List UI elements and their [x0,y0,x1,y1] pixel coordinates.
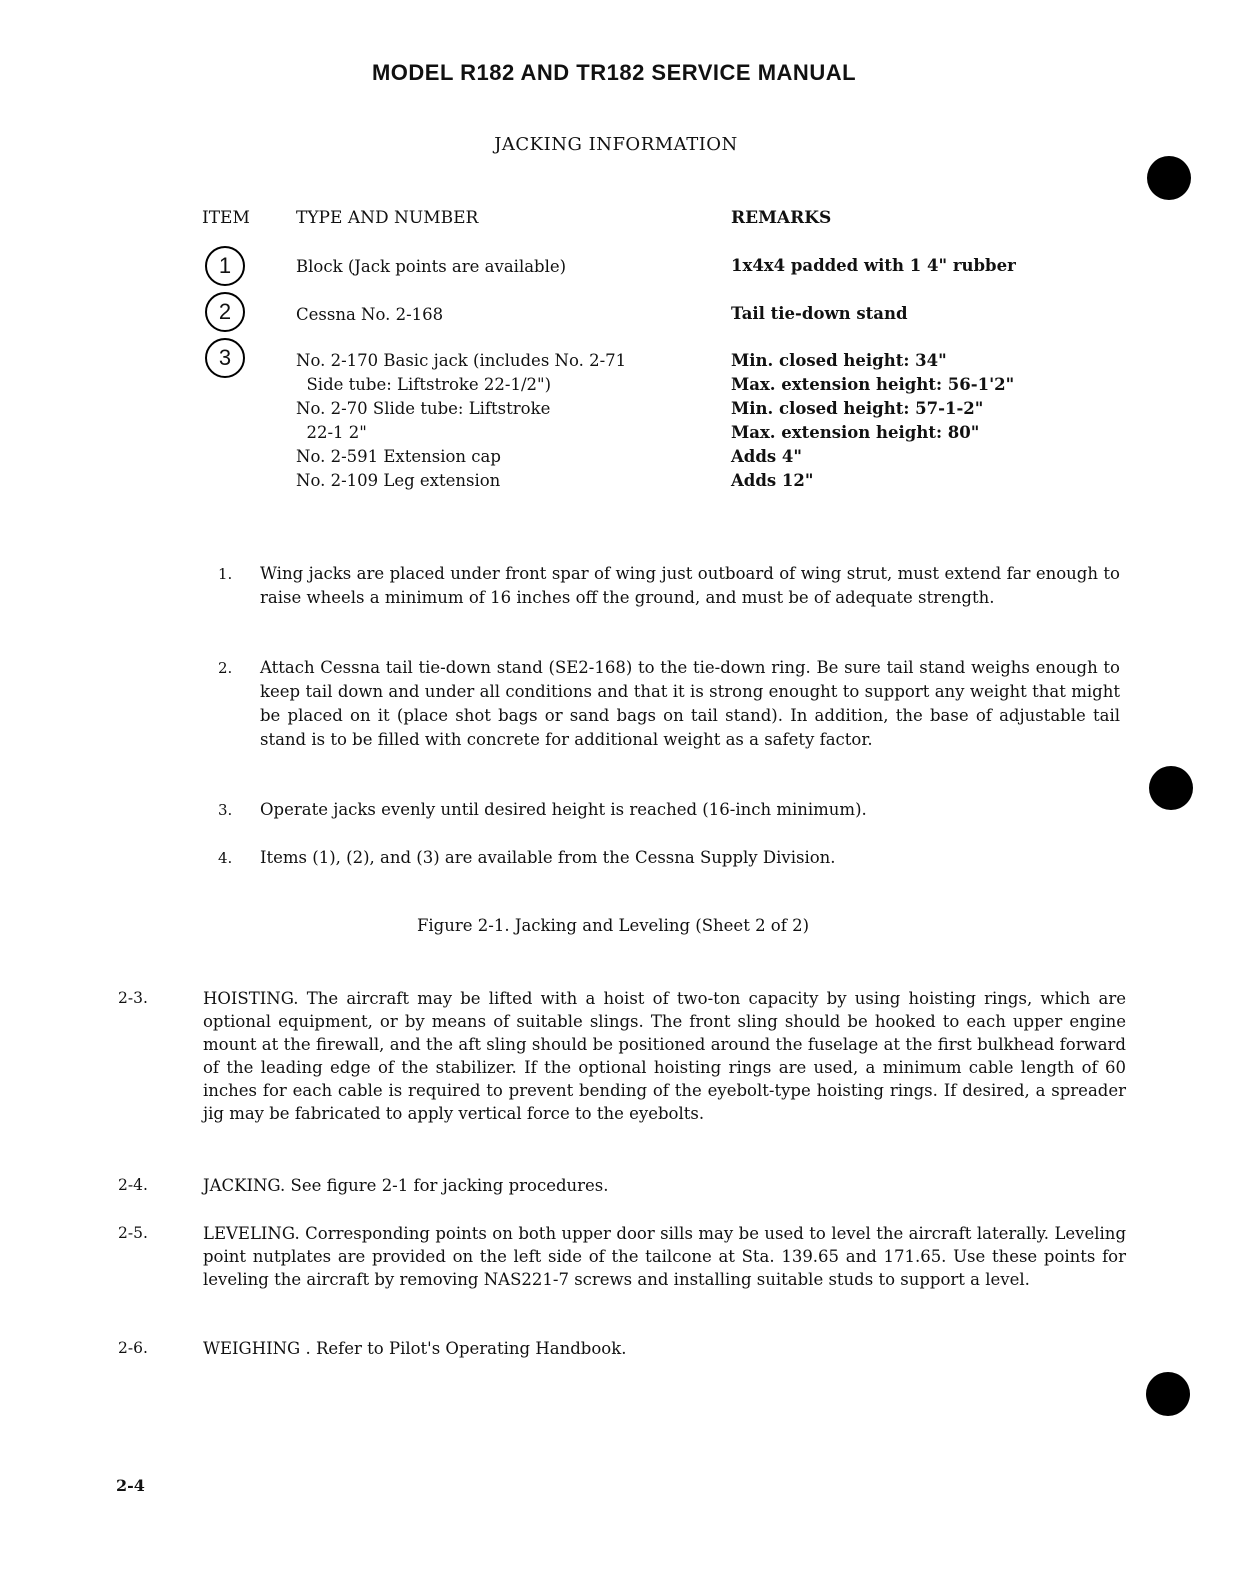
page-number: 2-4 [116,1476,145,1495]
paragraph-text: JACKING. See figure 2-1 for jacking procedures. [203,1176,609,1195]
column-header-type: TYPE AND NUMBER [296,208,479,228]
note-number: 4. [218,849,233,867]
punch-hole-icon [1149,766,1193,810]
note-number: 3. [218,801,233,819]
remarks-cell: Min. closed height: 34" [731,351,947,370]
section-title: JACKING INFORMATION [494,134,738,155]
item-number-badge: 1 [205,246,245,286]
paragraph-number: 2-3. [118,989,148,1007]
item-number-badge: 2 [205,292,245,332]
punch-hole-icon [1146,1372,1190,1416]
remarks-cell: Min. closed height: 57-1-2" [731,399,984,418]
type-cell: Side tube: Liftstroke 22-1/2") [296,375,552,394]
paragraph-number: 2-5. [118,1224,148,1242]
note-text: Wing jacks are placed under front spar of wing just outboard of wing strut, must extend far enough to raise wheels a minimum of 16 inches off the ground, and must be of adequate strength. [260,564,1120,607]
remarks-cell: Adds 12" [731,471,814,490]
remarks-cell: 1x4x4 padded with 1 4" rubber [731,256,1016,275]
type-cell: Block (Jack points are available) [296,257,567,276]
remarks-cell: Max. extension height: 80" [731,423,980,442]
type-cell: No. 2-591 Extension cap [296,447,501,466]
punch-hole-icon [1147,156,1191,200]
type-cell: 22-1 2" [296,423,367,442]
figure-caption: Figure 2-1. Jacking and Leveling (Sheet 2 of 2) [416,916,810,935]
note-number: 2. [218,659,233,677]
paragraph-text: HOISTING. The aircraft may be lifted with a hoist of two-ton capacity by using hoisting rings, which are optional equipment, or by means of suitable slings. The front sling should be hooked to each upper engine mount at the firewall, and the aft sling should be positioned around the fuselage at the first bulkhead forward of the leading edge of the stabilizer. If the optional hoisting rings are used, a minimum cable length of 60 inches for each cable is required to prevent bending of the eyebolt-type hoisting rings. If desired, a spreader jig may be fabricated to apply vertical force to the eyebolts. [203,989,1126,1123]
type-cell: No. 2-109 Leg extension [296,471,501,490]
paragraph-text: LEVELING. Corresponding points on both upper door sills may be used to level the aircraft laterally. Leveling point nutplates are provided on the left side of the tailcone at Sta. 139.65 and 171.65. Use these points for leveling the aircraft by removing NAS221-7 screws and installing suitable studs to support a level. [203,1224,1126,1289]
note-text: Attach Cessna tail tie-down stand (SE2-168) to the tie-down ring. Be sure tail stand weighs enough to keep tail down and under all conditions and that it is strong enought to support any weight that might be placed on it (place shot bags or sand bags on tail stand). In addition, the base of adjustable tail stand is to be filled with concrete for additional weight as a safety factor. [260,658,1120,749]
paragraph-number: 2-4. [118,1176,148,1194]
paragraph-text: WEIGHING . Refer to Pilot's Operating Handbook. [203,1339,627,1358]
remarks-cell: Tail tie-down stand [731,304,908,323]
note-number: 1. [218,565,233,583]
remarks-cell: Adds 4" [731,447,802,466]
type-cell: No. 2-170 Basic jack (includes No. 2-71 [296,351,627,370]
column-header-remarks: REMARKS [731,208,832,228]
column-header-item: ITEM [202,208,250,228]
manual-title: MODEL R182 AND TR182 SERVICE MANUAL [371,60,857,85]
item-number-badge: 3 [205,338,245,378]
note-text: Operate jacks evenly until desired height is reached (16-inch minimum). [260,800,867,819]
type-cell: Cessna No. 2-168 [296,305,444,324]
note-text: Items (1), (2), and (3) are available from the Cessna Supply Division. [260,848,836,867]
remarks-cell: Max. extension height: 56-1'2" [731,375,1015,394]
type-cell: No. 2-70 Slide tube: Liftstroke [296,399,551,418]
paragraph-number: 2-6. [118,1339,148,1357]
